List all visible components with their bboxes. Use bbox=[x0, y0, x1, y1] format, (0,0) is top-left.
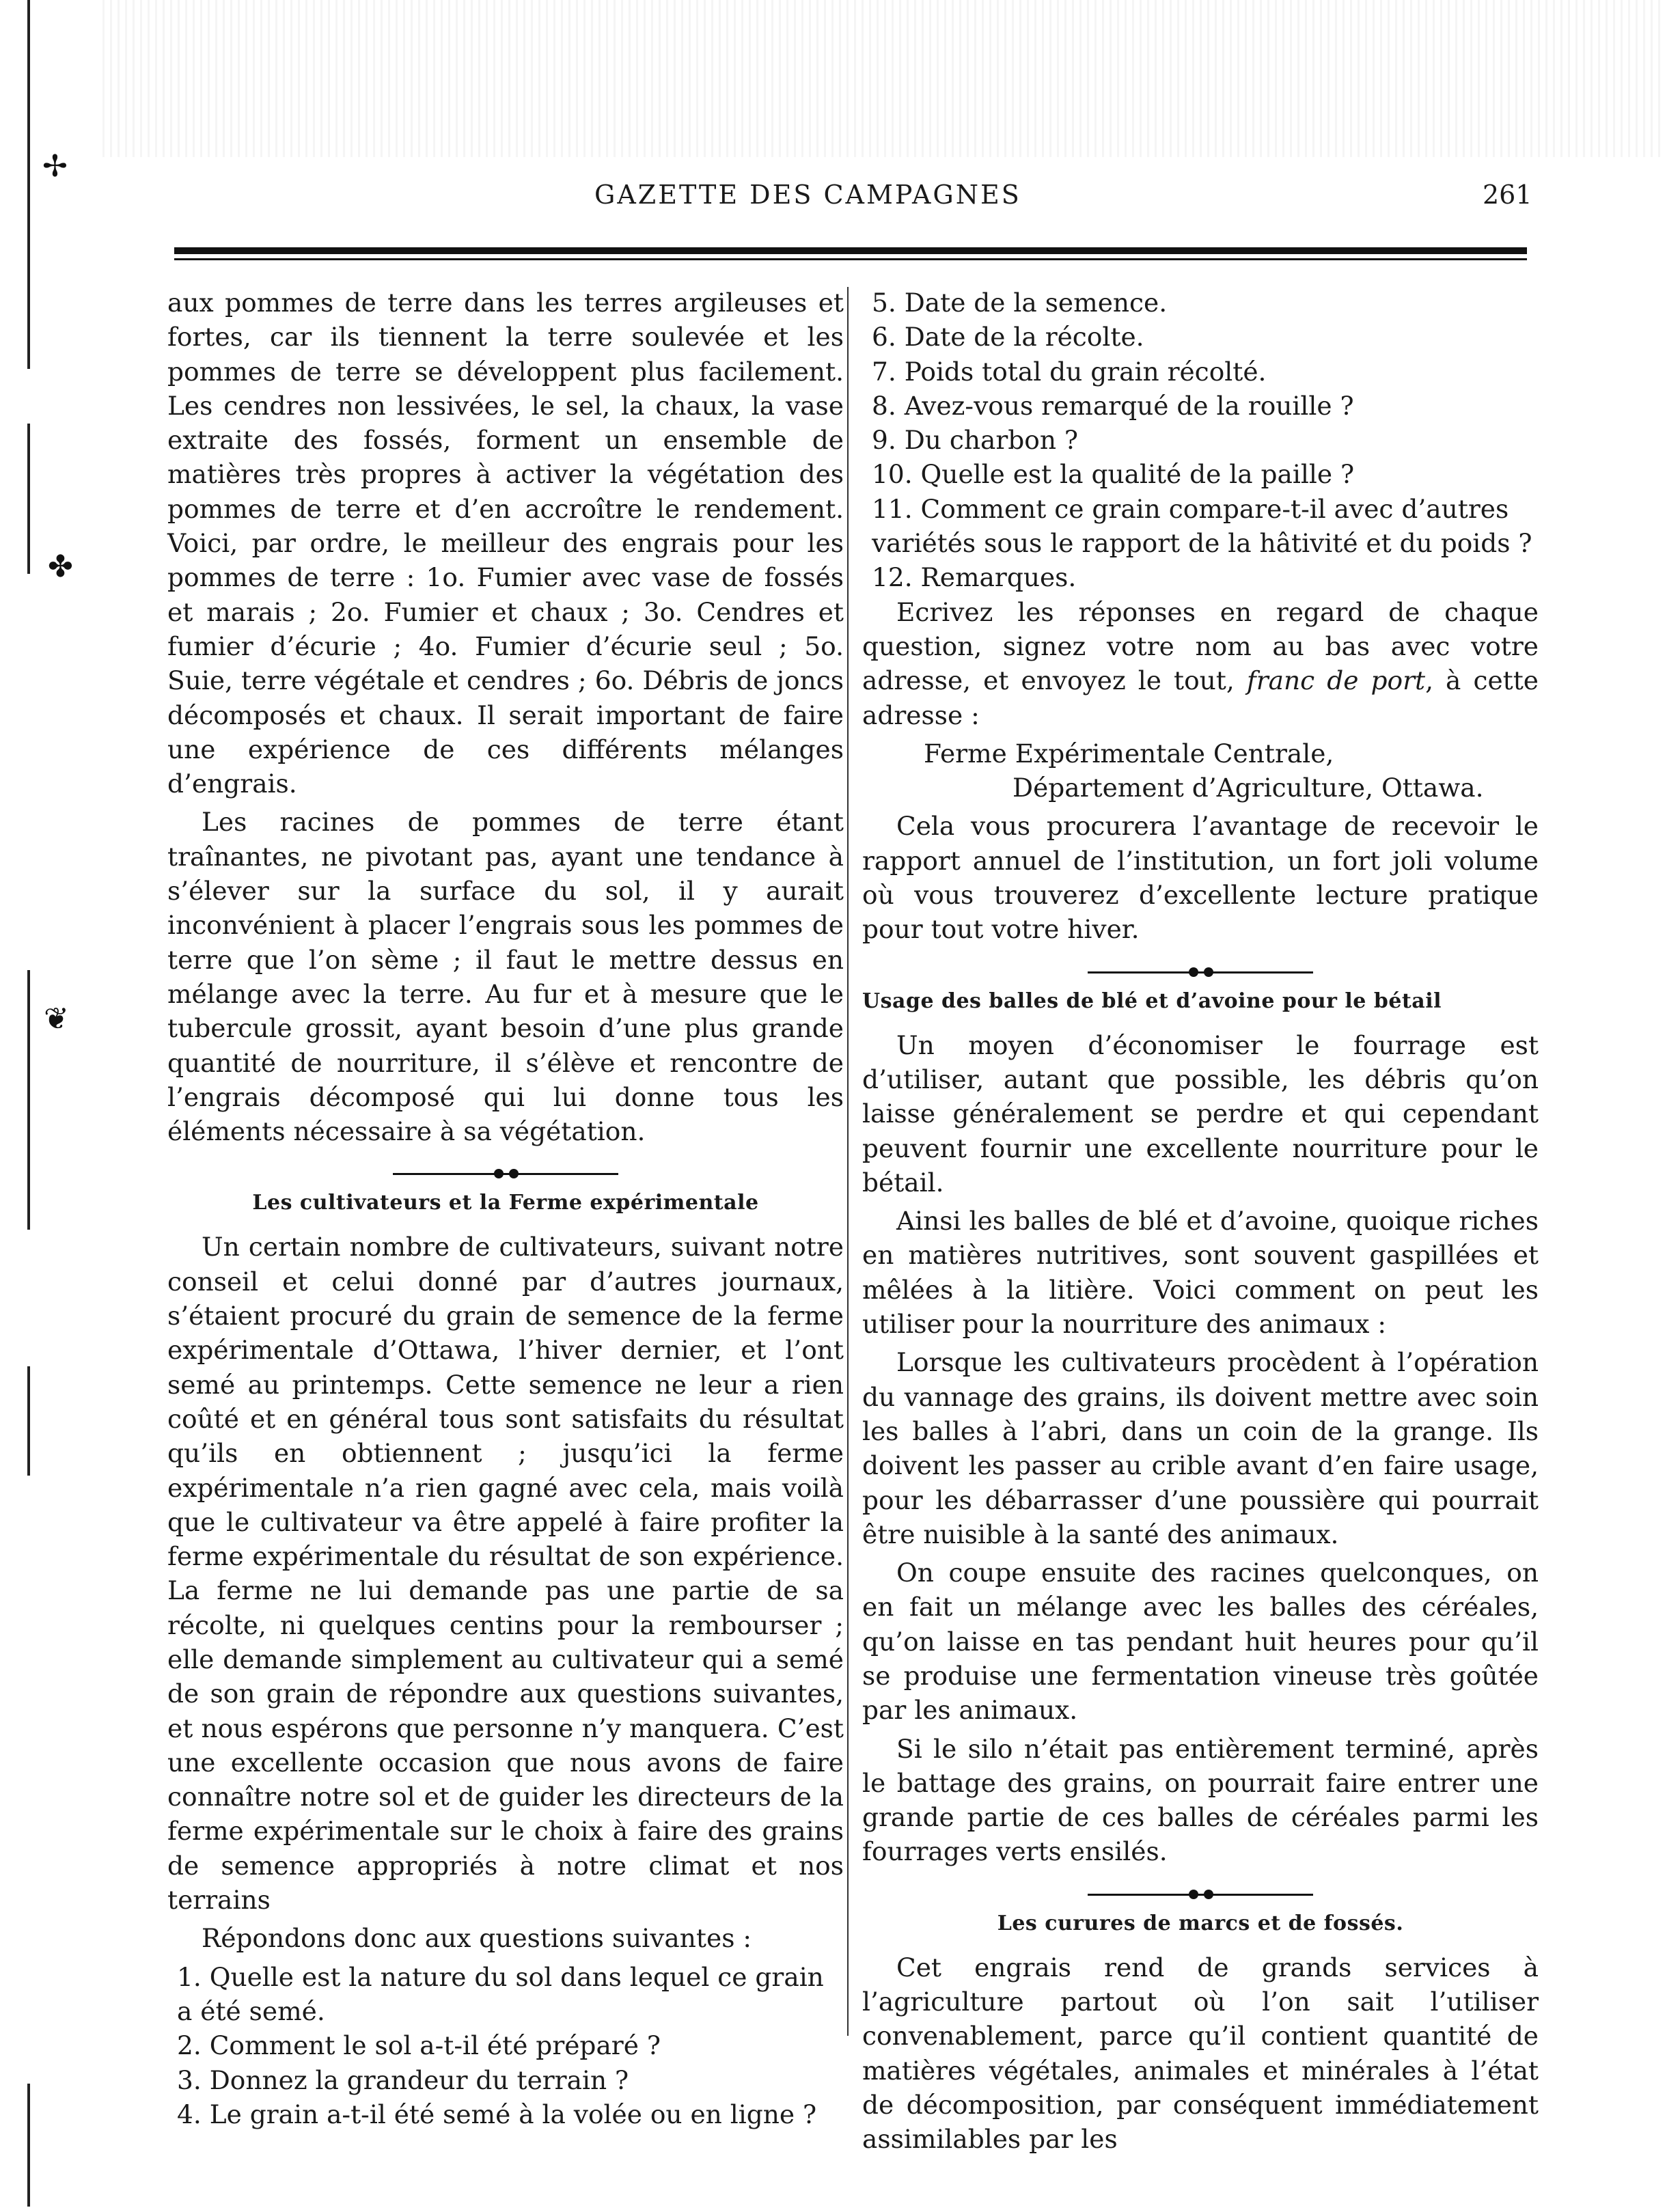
left-column bbox=[167, 286, 844, 2131]
heading-curures: Les curures de marcs et de fossés. bbox=[997, 1911, 1404, 1935]
heading-cultivateurs: Les cultivateurs et la Ferme expérimentale bbox=[252, 1191, 759, 1215]
paragraph-racines: Les racines de pommes de terre étant traînantes, ne pivotant pas, ayant une tendance à s’élever sur la surface du sol, il y aurait inconvénient à placer l’engrais sous les pommes de terre que l’on sème ; il faut le mettre dessus en mélange avec la terre. Au fur et à mesure que le tubercule grossit, ayant besoin d’une plus grande quantité de nourriture, il s’élève et rencontre de l’engrais décomposé qui lui donne tous les éléments nécessaire à sa végétation. bbox=[167, 807, 844, 1147]
section-divider-ornament bbox=[1088, 1884, 1313, 1905]
paragraph-balles-1: Un moyen d’économiser le fourrage est d’utiliser, autant que possible, les débris qu’on laisse généralement se perdre et qui cependant peuvent fournir une excellente nourriture pour le bétail. bbox=[862, 1030, 1539, 1198]
paragraph-balles-4: On coupe ensuite des racines quelconques, on en fait un mélange avec les balles des céréales, qu’on laisse en tas pendant huit heures pour qu’il se produise une fermentation vineuse très goûtée par les animaux. bbox=[862, 1558, 1539, 1726]
running-head: GAZETTE DES CAMPAGNES bbox=[594, 180, 1021, 210]
paragraph-cela: Cela vous procurera l’avantage de recevoir le rapport annuel de l’institution, un fort joli volume où vous trouverez d’excellente lecture pratique pour tout votre hiver. bbox=[862, 811, 1539, 945]
margin-cross-mark-icon: ✢ bbox=[42, 149, 68, 184]
heading-balles: Usage des balles de blé et d’avoine pour le bétail bbox=[862, 989, 1442, 1013]
binding-margin-line bbox=[27, 970, 30, 1230]
binding-margin-line bbox=[27, 1366, 30, 1476]
margin-blot-mark-icon: ❦ bbox=[44, 1002, 69, 1036]
header-rule bbox=[174, 247, 1527, 254]
margin-blot-mark-icon: ✤ bbox=[48, 549, 73, 584]
address-line: Département d’Agriculture, Ottawa. bbox=[1013, 773, 1484, 803]
paragraph-curures: Cet engrais rend de grands services à l’agriculture partout où l’on sait l’utiliser convenablement, parce qu’il contient quantité de matières végétales, animales et minérales à l’état de décomposition, par conséquent immédiatement assimilables par les bbox=[862, 1952, 1539, 2155]
question-item: 1. Quelle est la nature du sol dans lequel ce grain a été semé. bbox=[177, 1961, 824, 2026]
page-number: 261 bbox=[1483, 180, 1532, 210]
question-item: 5. Date de la semence. bbox=[872, 288, 1168, 318]
paragraph-balles-5: Si le silo n’était pas entièrement terminé, après le battage des grains, on pourrait faire entrer une grande partie de ces balles de céréales parmi les fourrages verts ensilés. bbox=[862, 1733, 1539, 1867]
header-rule-thin bbox=[174, 258, 1527, 260]
ecrivez-text-end: , à cette adresse : bbox=[862, 665, 1539, 730]
question-item: 9. Du charbon ? bbox=[872, 425, 1079, 456]
paragraph-ecrivez bbox=[862, 595, 1539, 732]
binding-margin-line bbox=[27, 424, 30, 574]
question-item: 6. Date de la récolte. bbox=[872, 322, 1144, 353]
paragraph-balles-2: Ainsi les balles de blé et d’avoine, quoique riches en matières nutritives, sont souvent gaspillées et mêlées à la litière. Voici comment on peut les utiliser pour la nourriture des animaux : bbox=[862, 1206, 1539, 1340]
section-divider-ornament bbox=[1088, 962, 1313, 982]
question-item: 11. Comment ce grain compare-t-il avec d’autres variétés sous le rapport de la hâtivité et du poids ? bbox=[872, 493, 1532, 559]
paragraph-balles-3: Lorsque les cultivateurs procèdent à l’opération du vannage des grains, ils doivent mettre avec soin les balles à l’abri, dans un coin de la grange. Ils doivent les passer au crible avant d’en faire usage, pour les débarrasser d’une poussière qui pourrait être nuisible à la santé des animaux. bbox=[862, 1347, 1539, 1549]
question-item: 4. Le grain a-t-il été semé à la volée ou en ligne ? bbox=[177, 2099, 817, 2129]
ecrivez-text: Ecrivez les réponses en regard de chaque question, signez votre nom au bas avec votre adresse, et envoyez le tout, bbox=[862, 596, 1539, 696]
paragraph-repondons: Répondons donc aux questions suivantes : bbox=[202, 1923, 752, 1954]
question-item: 12. Remarques. bbox=[872, 562, 1077, 593]
question-item: 3. Donnez la grandeur du terrain ? bbox=[177, 2064, 629, 2095]
paragraph-engrais-intro: aux pommes de terre dans les terres argileuses et fortes, car ils tiennent la terre soulevée et les pommes de terre se développent plus facilement. Les cendres non lessivées, le sel, la chaux, la vase extraite des fossés, forment un ensemble de matières très propres à activer la végétation des pommes de terre et d’en accroître le rendement. Voici, par ordre, le meilleur des engrais pour les pommes de terre : 1o. Fumier avec vase de fossés et marais ; 2o. Fumier et chaux ; 3o. Cendres et fumier d’écurie ; 4o. Fumier d’écurie seul ; 5o. Suie, terre végétale et cendres ; 6o. Débris de joncs décomposés et chaux. Il serait important de faire une expérience de ces différents mélanges d’engrais. bbox=[167, 288, 844, 799]
section-divider-ornament bbox=[393, 1163, 618, 1184]
column-divider bbox=[847, 287, 849, 2036]
question-item: 10. Quelle est la qualité de la paille ? bbox=[872, 459, 1355, 490]
question-item: 2. Comment le sol a-t-il été préparé ? bbox=[177, 2030, 661, 2061]
question-item: 8. Avez-vous remarqué de la rouille ? bbox=[872, 390, 1354, 421]
scan-speckle-noise bbox=[102, 0, 1660, 157]
address-line: Ferme Expérimentale Centrale, bbox=[924, 738, 1334, 769]
question-item: 7. Poids total du grain récolté. bbox=[872, 356, 1267, 387]
binding-margin-line bbox=[27, 2084, 30, 2207]
right-column bbox=[862, 286, 1539, 2161]
ecrivez-italic: franc de port bbox=[1246, 665, 1426, 696]
binding-margin-line bbox=[27, 0, 30, 369]
paragraph-cultivateurs: Un certain nombre de cultivateurs, suivant notre conseil et celui donné par d’autres journaux, s’étaient procuré du grain de semence de la ferme expérimentale d’Ottawa, l’hiver dernier, et l’ont semé au printemps. Cette semence ne leur a rien coûté et en général tous sont satisfaits du résultat qu’ils en obtiennent ; jusqu’ici la ferme expérimentale n’a rien gagné avec cela, mais voilà que le cultivateur va être appelé à faire profiter la ferme expérimentale du résultat de son expérience. La ferme ne lui demande pas une partie de sa récolte, ni quelques centins pour la rembourser ; elle demande simplement au cultivateur qui a semé de son grain de répondre aux questions suivantes, et nous espérons que personne n’y manquera. C’est une excellente occasion que nous avons de faire connaître notre sol et de guider les directeurs de la ferme expérimentale sur le choix à faire des grains de semence appropriés à notre climat et nos terrains bbox=[167, 1232, 844, 1916]
